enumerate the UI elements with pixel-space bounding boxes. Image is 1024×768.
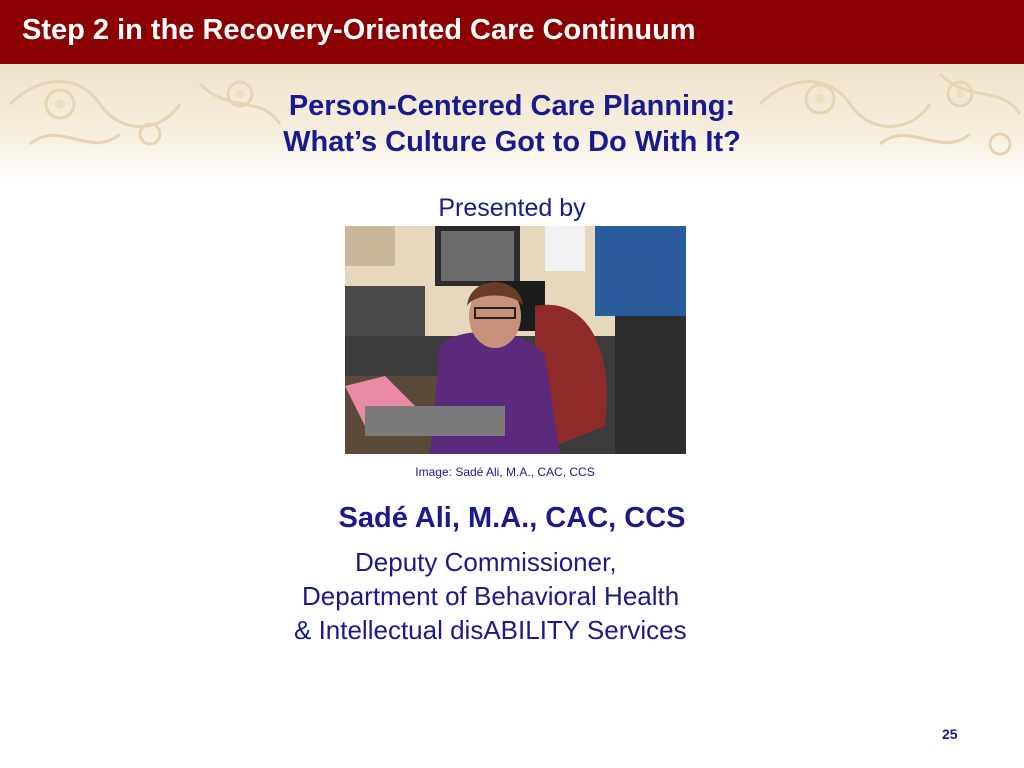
presenter-photo <box>345 226 686 454</box>
presenter-role-line-1: Deputy Commissioner, <box>355 547 617 577</box>
main-title-line-1: Person-Centered Care Planning: <box>288 90 736 122</box>
header-bar <box>0 0 1024 64</box>
page-number: 25 <box>942 726 958 742</box>
presenter-role-line-3: & Intellectual disABILITY Services <box>294 615 687 645</box>
presented-by-label: Presented by <box>438 194 586 222</box>
main-title-line-2: What’s Culture Got to Do With It? <box>283 126 741 158</box>
main-title <box>0 88 1024 160</box>
presenter-name: Sadé Ali, M.A., CAC, CCS <box>338 502 686 534</box>
presenter-role-line-2: Department of Behavioral Health <box>302 581 680 611</box>
header-title: Step 2 in the Recovery-Oriented Care Continuum <box>22 14 696 46</box>
photo-caption: Image: Sadé Ali, M.A., CAC, CCS <box>415 465 595 479</box>
